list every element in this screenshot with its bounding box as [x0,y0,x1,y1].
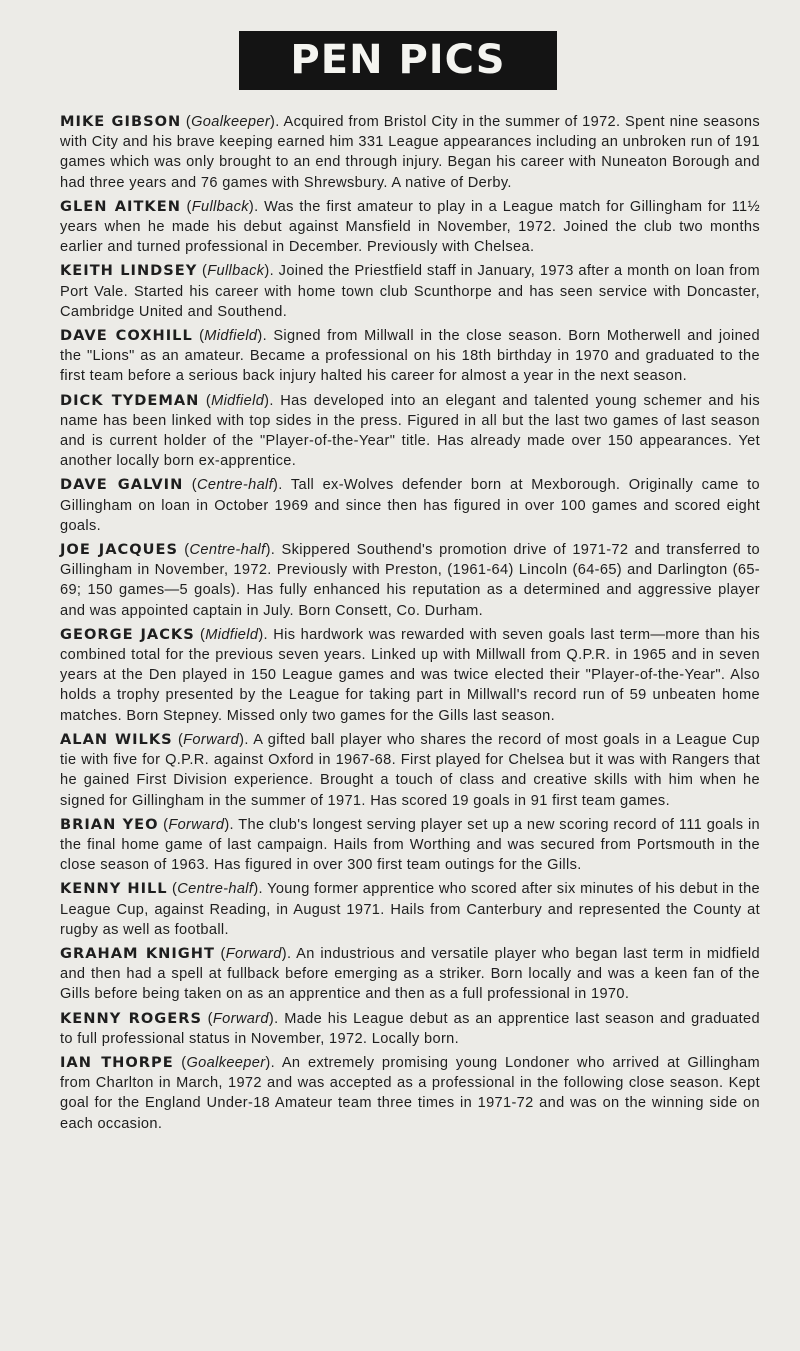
player-entry: ALAN WILKS (Forward). A gifted ball player who shares the record of most goals in a League Cup tie with five for Q.P.R. against Oxford in 1967-68. First played for Chelsea but it was with Rangers that he gained First Division experience. Brought a touch of class and creative skills with him when he signed for Gillingham in the summer of 1971. Has scored 19 goals in 91 first team games. [60,730,760,809]
player-bio: Signed from Millwall in the close season. Born Motherwell and joined the "Lions" as an amateur. Became a professional on his 18th birthday in 1970 and graduated to the first team before a serious back injury halted his career for almost a year in the next season. [60,328,760,385]
player-name: KEITH LINDSEY [60,262,198,280]
player-name: ALAN WILKS [60,730,173,748]
player-name: DAVE COXHILL [60,327,193,345]
page-title: PEN PICS [239,31,557,90]
player-bio: The club's longest serving player set up a new scoring record of 111 goals in the final home game of last campaign. Hails from Worthing and was secured from Portsmouth in the close season of 1963. Has figured in over 300 first team outings for the Gills. [60,816,761,874]
player-position: Centre-half [189,542,266,559]
pen-pics-list [60,112,760,1134]
player-entry: BRIAN YEO (Forward). The club's longest serving player set up a new scoring record of 111 goals in the final home game of last campaign. Hails from Worthing and was secured from Portsmouth in the close season of 1963. Has figured in over 300 first team outings for the Gills. [60,815,761,874]
player-position: Forward [212,1010,269,1027]
player-entry: KEITH LINDSEY (Fullback). Joined the Priestfield staff in January, 1973 after a month on loan from Port Vale. Started his career with home town club Scunthorpe and has seen service with Doncaster, Cambridge United and Southend. [60,262,760,320]
player-name: DICK TYDEMAN [60,391,200,409]
player-position: Fullback [207,263,265,280]
player-bio: A gifted ball player who shares the record of most goals in a League Cup tie with five for Q.P.R. against Oxford in 1967-68. First played for Chelsea but it was with Rangers that he gained First Division experience. Brought a touch of class and creative skills with him when he signed for Gillingham in the summer of 1971. Has scored 19 goals in 91 first team games. [60,731,760,809]
player-position: Centre-half [177,881,254,898]
player-position: Forward [225,945,282,962]
player-bio: Acquired from Bristol City in the summer of 1972. Spent nine seasons with City and his brave keeping earned him 331 League appearances including an unbroken run of 191 games which was only brought to an end through injury. Began his career with Nuneaton Borough and had three years and 76 games with Shrewsbury. A native of Derby. [60,114,761,191]
player-name: JOE JACQUES [60,541,178,559]
player-position: Goalkeeper [186,1054,266,1071]
player-entry: KENNY HILL (Centre-half). Young former apprentice who scored after six minutes of his debut in the League Cup, against Reading, in August 1971. Hails from Canterbury and represented the County at rugby as well as football. [60,880,761,938]
player-position: Centre-half [196,477,274,494]
player-bio: Joined the Priestfield staff in January, 1973 after a month on loan from Port Vale. Started his career with home town club Scunthorpe and has seen service with Doncaster, Cambridge United and Southend. [60,263,760,320]
player-name: MIKE GIBSON [60,113,182,130]
player-bio: His hardwork was rewarded with seven goals last term—more than his combined total for the previous seven years. Linked up with Millwall from Q.P.R. in 1965 and in seven years at the Den played in 150 League games and was twice elected their "Player-of-the-Year". Also holds a trophy presented by the League for taking part in Millwall's record run of 59 unbeaten home matches. Born Stepney. Missed only two games for the Gills last season. [60,626,760,724]
player-bio: Skippered Southend's promotion drive of 1971-72 and transferred to Gillingham in November, 1972. Previously with Preston, (1961-64) Lincoln (64-65) and Darlington (65-69; 150 games—5 goals). Has fully enhanced his reputation as a determined and aggressive player and was appointed captain in July. Born Consett, Co. Durham. [60,542,760,619]
player-entry: GLEN AITKEN (Fullback). Was the first amateur to play in a League match for Gillingham for 11½ years when he made his debut against Mansfield in November, 1972. Joined the club two months earlier and turned professional in December. Previously with Chelsea. [60,197,760,256]
player-bio: An industrious and versatile player who began last term in midfield and then had a spell at fullback before emerging as a striker. Born locally and was a keen fan of the Gills before being taken on as an apprentice and then as a full professional in 1970. [60,945,760,1003]
player-position: Midfield [211,392,265,409]
player-entry: GEORGE JACKS (Midfield). His hardwork was rewarded with seven goals last term—more than his combined total for the previous seven years. Linked up with Millwall from Q.P.R. in 1965 and in seven years at the Den played in 150 League games and was twice elected their "Player-of-the-Year". Also holds a trophy presented by the League for taking part in Millwall's record run of 59 unbeaten home matches. Born Stepney. Missed only two games for the Gills last season. [60,625,760,724]
player-position: Forward [183,731,240,748]
player-bio: Was the first amateur to play in a League match for Gillingham for 11½ years when he made his debut against Mansfield in November, 1972. Joined the club two months earlier and turned professional in December. Previously with Chelsea. [60,198,760,256]
player-name: GRAHAM KNIGHT [60,944,215,962]
player-name: KENNY ROGERS [60,1009,202,1027]
player-name: GLEN AITKEN [60,197,181,215]
player-position: Midfield [205,626,259,643]
player-entry: IAN THORPE (Goalkeeper). An extremely promising young Londoner who arrived at Gillingham from Charlton in March, 1972 and was accepted as a professional in the following close season. Kept goal for the England Under-18 Amateur team three times in 1971-72 and was on the winning side on each occasion. [60,1053,760,1132]
player-entry: JOE JACQUES (Centre-half). Skippered Southend's promotion drive of 1971-72 and transferred to Gillingham in November, 1972. Previously with Preston, (1961-64) Lincoln (64-65) and Darlington (65-69; 150 games—5 goals). Has fully enhanced his reputation as a determined and aggressive player and was appointed captain in July. Born Consett, Co. Durham. [60,541,760,619]
player-bio: An extremely promising young Londoner who arrived at Gillingham from Charlton in March, 1972 and was accepted as a professional in the following close season. Kept goal for the England Under-18 Amateur team three times in 1971-72 and was on the winning side on each occasion. [60,1054,760,1132]
player-bio: Young former apprentice who scored after six minutes of his debut in the League Cup, against Reading, in August 1971. Hails from Canterbury and represented the County at rugby as well as football. [60,881,761,938]
player-entry: GRAHAM KNIGHT (Forward). An industrious and versatile player who began last term in midfield and then had a spell at fullback before emerging as a striker. Born locally and was a keen fan of the Gills before being taken on as an apprentice and then as a full professional in 1970. [60,944,760,1003]
player-name: KENNY HILL [60,880,168,898]
player-bio: Tall ex-Wolves defender born at Mexborough. Originally came to Gillingham on loan in October 1969 and since then has figured in over 100 games and scored eight goals. [60,477,760,534]
player-position: Fullback [191,198,249,215]
player-entry: DICK TYDEMAN (Midfield). Has developed into an elegant and talented young schemer and his name has been linked with top sides in the press. Figured in all but the last two games of last season and is current holder of the "Player-of-the-Year" title. Has already made over 150 appearances. Yet another locally born ex-apprentice. [60,391,760,470]
player-bio: Has developed into an elegant and talented young schemer and his name has been linked with top sides in the press. Figured in all but the last two games of last season and is current holder of the "Player-of-the-Year" title. Has already made over 150 appearances. Yet another locally born ex-apprentice. [60,392,760,470]
player-position: Midfield [204,328,258,345]
player-name: GEORGE JACKS [60,625,195,643]
player-bio: Made his League debut as an apprentice last season and graduated to full professional status in November, 1972. Locally born. [60,1010,760,1047]
player-position: Forward [168,816,225,833]
player-entry: DAVE COXHILL (Midfield). Signed from Millwall in the close season. Born Motherwell and joined the "Lions" as an amateur. Became a professional on his 18th birthday in 1970 and graduated to the first team before a serious back injury halted his career for almost a year in the next season. [60,327,760,385]
player-name: IAN THORPE [60,1053,174,1071]
player-name: DAVE GALVIN [60,476,184,494]
player-entry: DAVE GALVIN (Centre-half). Tall ex-Wolves defender born at Mexborough. Originally came to Gillingham on loan in October 1969 and since then has figured in over 100 games and scored eight goals. [60,476,760,534]
player-entry: MIKE GIBSON (Goalkeeper). Acquired from Bristol City in the summer of 1972. Spent nine seasons with City and his brave keeping earned him 331 League appearances including an unbroken run of 191 games which was only brought to an end through injury. Began his career with Nuneaton Borough and had three years and 76 games with Shrewsbury. A native of Derby. [60,113,761,191]
player-position: Goalkeeper [191,114,271,130]
player-entry: KENNY ROGERS (Forward). Made his League debut as an apprentice last season and graduated to full professional status in November, 1972. Locally born. [60,1009,760,1047]
player-name: BRIAN YEO [60,815,159,833]
